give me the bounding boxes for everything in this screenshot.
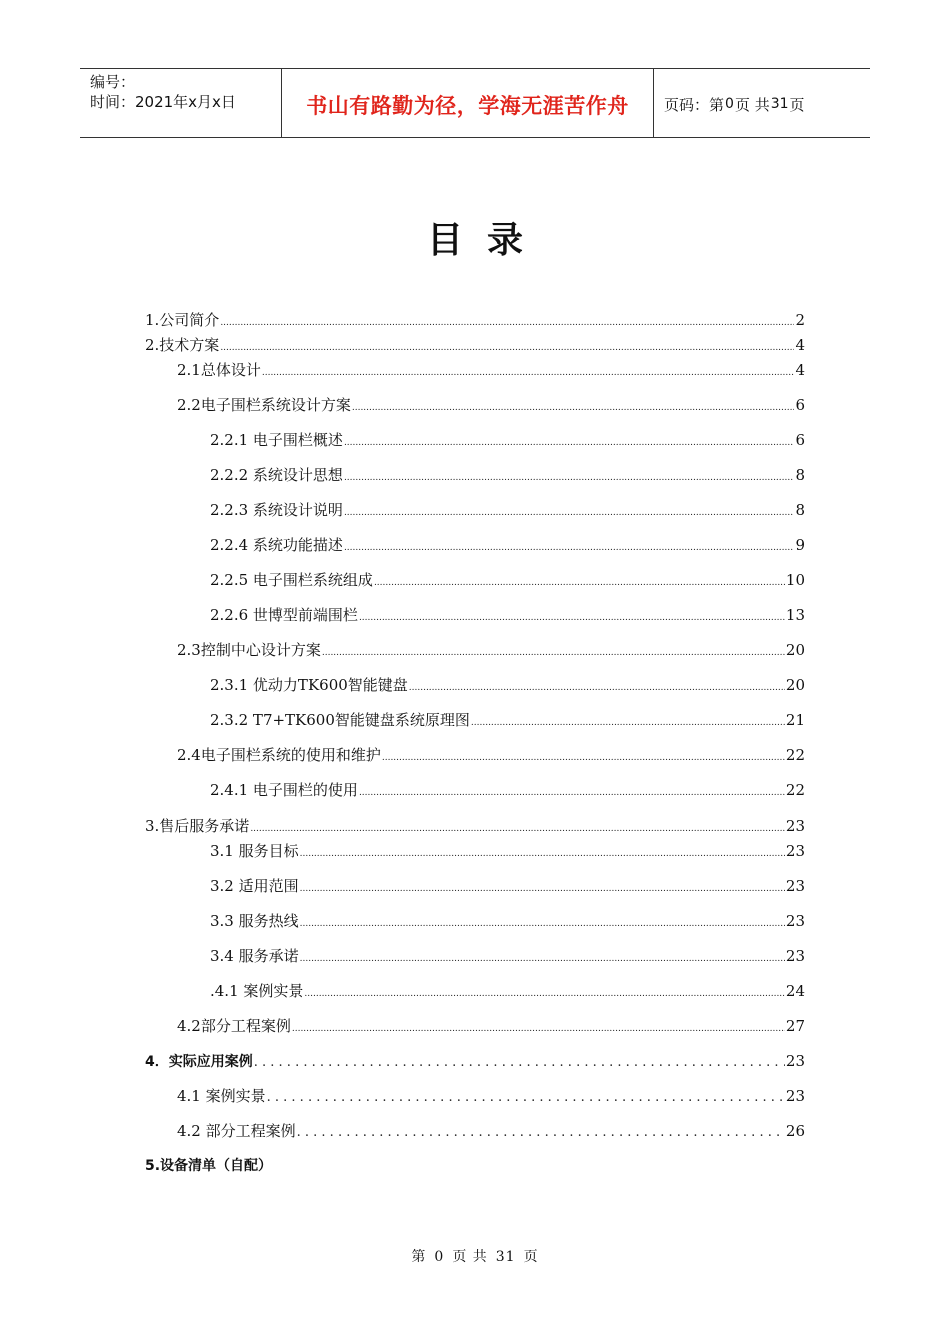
toc-label: 2.1总体设计 [177,361,261,379]
toc-leader [262,359,795,384]
toc-leader [220,334,794,359]
toc-page: 21 [785,711,805,729]
toc-page: 20 [785,641,805,659]
toc-entry[interactable] [145,815,805,837]
toc-page: 8 [795,466,805,484]
toc-leader [409,674,785,699]
toc-page: 23 [785,1052,805,1070]
page-footer [0,1246,950,1266]
toc-label: 2.2.3 系统设计说明 [210,501,343,519]
toc-page: 23 [785,842,805,860]
toc-label: 2.2.4 系统功能描述 [210,536,343,554]
toc-entry[interactable] [177,744,805,766]
toc-entry[interactable] [145,1155,272,1177]
toc-leader [220,309,794,334]
toc-leader [300,910,785,935]
toc-leader [267,1085,785,1109]
toc-label: 2.2电子围栏系统设计方案 [177,396,351,414]
toc-entry[interactable] [210,945,805,967]
toc-label: 2.3.2 T7+TK600智能键盘系统原理图 [210,711,470,729]
toc-leader [382,744,785,769]
toc-page: 4 [795,336,805,354]
toc-leader [352,394,795,419]
toc-page: 8 [795,501,805,519]
footer-prefix: 第 [411,1249,427,1265]
toc-entry[interactable] [210,875,805,897]
toc-page: 2 [795,311,805,329]
toc-label: .4.1 案例实景 [210,982,304,1000]
toc-leader [254,1050,785,1074]
toc-entry[interactable] [145,309,805,331]
header-page-mid: 页 共 [734,95,770,114]
toc-label: 4.2 部分工程案例 [177,1122,296,1140]
toc-label: 2.3.1 优动力TK600智能键盘 [210,676,408,694]
toc-entry[interactable] [177,359,805,381]
toc-label: 2.3控制中心设计方案 [177,641,321,659]
toc-page: 4 [795,361,805,379]
toc-leader [344,499,795,524]
toc-label: 2.2.2 系统设计思想 [210,466,343,484]
toc-entry[interactable] [177,1015,805,1037]
toc-leader [374,569,785,594]
toc-entry[interactable] [210,674,805,696]
header-page-prefix: 页码：第 [664,95,725,114]
toc-page: 10 [785,571,805,589]
toc-entry[interactable] [210,499,805,521]
toc-page: 22 [785,781,805,799]
footer-total: 31 [495,1249,516,1265]
toc-page: 6 [795,396,805,414]
toc-entry[interactable] [177,639,805,661]
toc-leader [344,534,795,559]
toc-entry[interactable] [177,1120,805,1142]
footer-suffix: 页 [523,1249,539,1265]
toc-leader [297,1120,785,1144]
toc-label: 4．实际应用案例 [145,1054,253,1070]
toc-entry[interactable] [177,1085,805,1107]
toc-page: 23 [785,877,805,895]
toc-label: 3.2 适用范围 [210,877,299,895]
toc-entry[interactable] [145,1050,805,1072]
toc-label: 3.售后服务承诺 [145,817,250,835]
toc-leader [300,840,785,865]
toc-page: 23 [785,817,805,835]
header-page-suffix: 页 [789,95,805,114]
toc-entry[interactable] [210,429,805,451]
toc-page: 23 [785,947,805,965]
toc-leader [300,875,785,900]
header-page-current: 0 [725,96,734,112]
toc-label: 2.2.1 电子围栏概述 [210,431,343,449]
toc-leader [250,815,785,840]
toc-label: 1.公司简介 [145,311,220,329]
toc-entry[interactable] [210,779,805,801]
toc-label: 2.2.5 电子围栏系统组成 [210,571,373,589]
toc-leader [344,429,795,454]
toc-leader [322,639,785,664]
toc-label: 2.4.1 电子围栏的使用 [210,781,358,799]
toc-page: 26 [785,1122,805,1140]
header-time-label: 时间：2021年x月x日 [90,93,236,111]
toc-label: 3.4 服务承诺 [210,947,299,965]
toc-page: 9 [795,536,805,554]
header-number-label: 编号： [90,73,136,91]
footer-current: 0 [434,1249,445,1265]
toc-entry[interactable] [210,569,805,591]
toc-label: 4.2部分工程案例 [177,1017,291,1035]
toc-entry[interactable] [210,464,805,486]
toc-label: 3.1 服务目标 [210,842,299,860]
toc-leader [471,709,785,734]
toc-label: 5.设备清单（自配） [145,1158,273,1174]
footer-mid: 页 共 [452,1249,488,1265]
toc-page: 6 [795,431,805,449]
toc-label: 2.4电子围栏系统的使用和维护 [177,746,381,764]
toc-entry[interactable] [210,980,805,1002]
toc-entry[interactable] [210,534,805,556]
header-page-total: 31 [770,96,789,112]
toc-page: 23 [785,1087,805,1105]
toc-leader [359,779,785,804]
toc-page: 20 [785,676,805,694]
toc-entry[interactable] [210,709,805,731]
toc-leader [300,945,785,970]
toc-leader [359,604,785,629]
toc-page: 13 [785,606,805,624]
toc-leader [292,1015,785,1040]
toc-label: 3.3 服务热线 [210,912,299,930]
header-motto: 书山有路勤为径，学海无涯苦作舟 [282,69,654,137]
toc-page: 23 [785,912,805,930]
toc-entry[interactable] [145,334,805,356]
toc-leader [344,464,795,489]
toc-leader [304,980,785,1005]
toc-page: 27 [785,1017,805,1035]
toc-page: 24 [785,982,805,1000]
toc-entry[interactable] [210,910,805,932]
toc-entry[interactable] [210,604,805,626]
toc-entry[interactable] [177,394,805,416]
toc-label: 4.1 案例实景 [177,1087,266,1105]
toc-label: 2.2.6 世博型前端围栏 [210,606,358,624]
toc-page: 22 [785,746,805,764]
page-title: 目录 [426,220,547,261]
toc-label: 2.技术方案 [145,336,220,354]
toc-entry[interactable] [210,840,805,862]
